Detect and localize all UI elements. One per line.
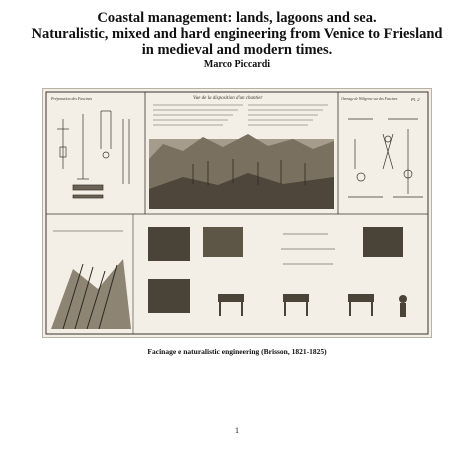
page-number: 1 [235, 426, 239, 435]
document-title-line-1: Coastal management: lands, lagoons and sea. [97, 10, 377, 26]
document-author: Marco Piccardi [203, 59, 271, 70]
document-title-line-2: Naturalistic, mixed and hard engineering from Venice to Friesland [31, 26, 443, 42]
title-block [0, 10, 474, 71]
plate-mark: Pl. 2 [411, 97, 420, 102]
fascine-tools-illustration [57, 111, 129, 198]
construction-site-scene [149, 105, 334, 209]
top-center-heading: Vue de la disposition d'un chantier [193, 96, 263, 101]
wiligrene-tools-illustration [348, 119, 423, 197]
top-left-heading: Préparation des Fascines [51, 96, 93, 101]
top-right-heading: Ouvrage de Wiligrene sur des Fascines [341, 97, 398, 101]
engraving-plate-figure [42, 88, 432, 338]
piling-machine-scene [51, 231, 131, 329]
fascine-bundle-panels [148, 227, 407, 317]
engraving-drawing [43, 89, 431, 337]
document-title-line-3: in medieval and modern times. [141, 42, 333, 58]
figure-caption: Facinage e naturalistic engineering (Brisson, 1821-1825) [147, 347, 327, 356]
